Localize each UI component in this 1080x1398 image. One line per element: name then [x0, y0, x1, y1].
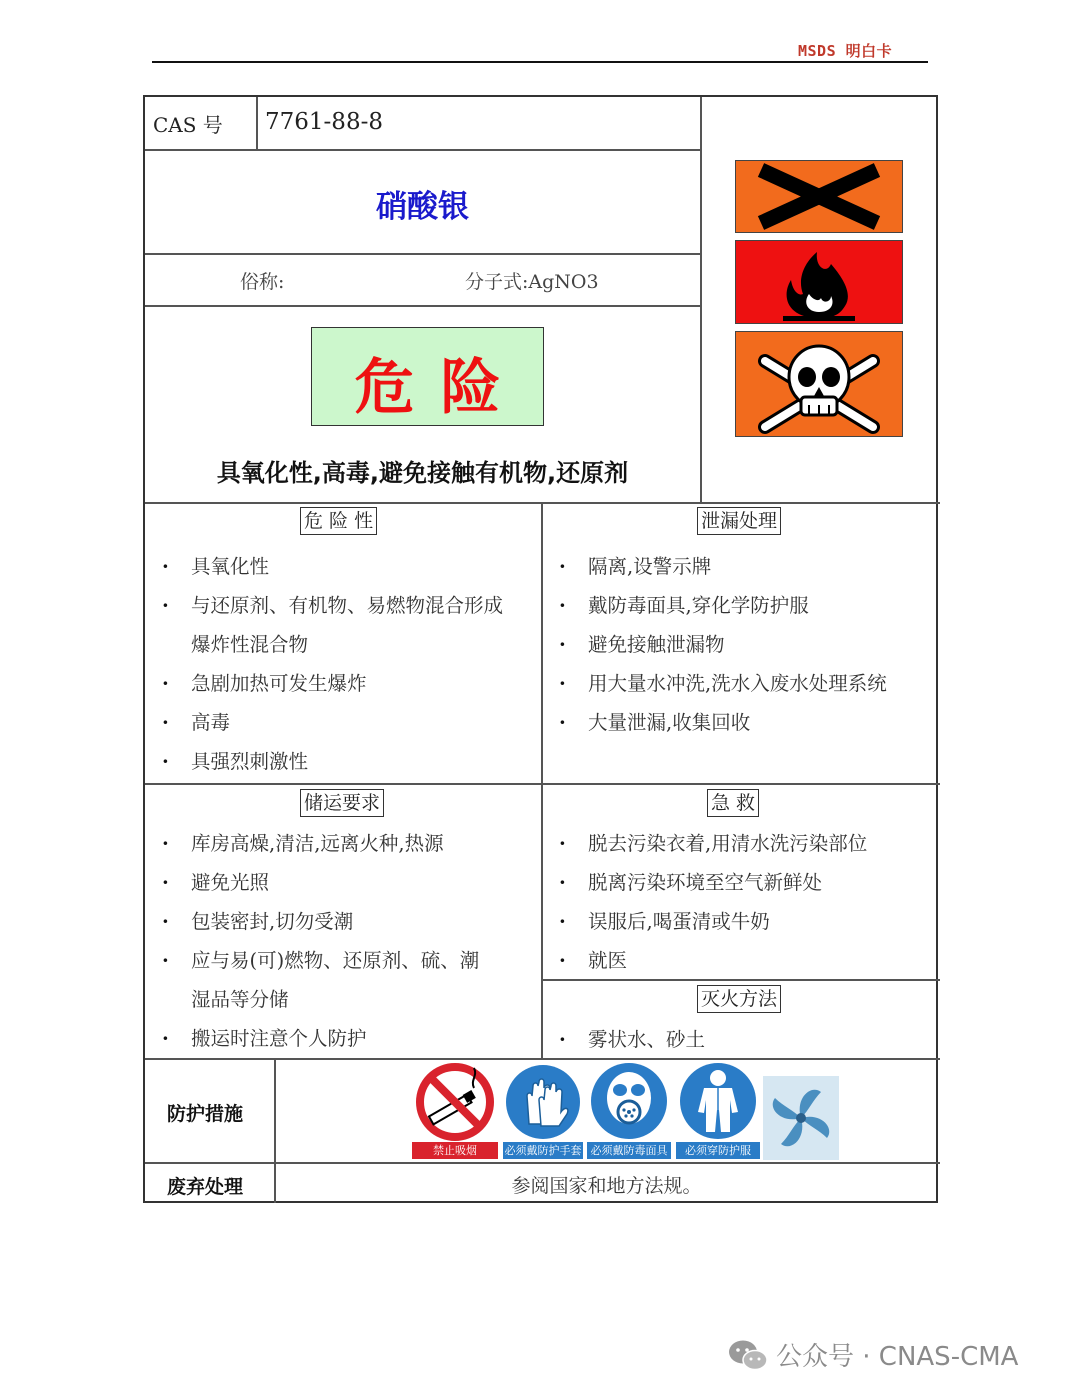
protective-suit-icon	[676, 1060, 760, 1142]
divider	[145, 305, 700, 307]
hazard-summary: 具氧化性,高毒,避免接触有机物,还原剂	[216, 459, 629, 487]
list-item	[145, 703, 503, 742]
list-item-text: 湿品等分储	[191, 988, 289, 1011]
list-item-text: · 避免光照	[191, 871, 270, 894]
chemical-name: 硝酸银	[376, 189, 469, 225]
list-item	[542, 625, 887, 664]
wechat-icon	[728, 1338, 768, 1372]
gloves-icon	[503, 1062, 583, 1142]
gas-mask-label: 必须戴防毒面具	[587, 1142, 671, 1159]
molecular-formula: 分子式:AgNO3	[465, 271, 599, 293]
msds-header-label: MSDS 明白卡	[798, 42, 893, 60]
fire-fighting-list	[542, 1020, 705, 1059]
list-item	[542, 863, 867, 902]
list-item-text: · 避免接触泄漏物	[588, 633, 725, 656]
toxic-skull-icon	[735, 331, 903, 437]
list-item-text: · 具氧化性	[191, 555, 270, 578]
list-item-text: · 与还原剂、有机物、易燃物混合形成	[191, 594, 504, 617]
list-item-text: · 脱离污染环境至空气新鲜处	[588, 871, 823, 894]
list-item-text: 爆炸性混合物	[191, 633, 309, 656]
storage-list	[145, 824, 479, 1058]
first-aid-list	[542, 824, 867, 980]
list-item	[145, 586, 503, 664]
divider	[145, 149, 700, 151]
leak-handling-list	[542, 547, 887, 742]
list-item	[145, 1019, 479, 1058]
list-item-text: · 误服后,喝蛋清或牛奶	[588, 910, 770, 933]
list-item	[542, 941, 867, 980]
danger-signal-word: 危险	[354, 353, 527, 423]
first-aid-section-title: 急 救	[707, 789, 759, 817]
list-item-text: · 隔离,设警示牌	[588, 555, 712, 578]
list-item	[542, 1020, 705, 1059]
no-smoking-icon	[412, 1062, 498, 1142]
list-item-text: · 具强烈刺激性	[191, 750, 309, 773]
list-item-text: · 包装密封,切勿受潮	[191, 910, 354, 933]
list-item	[145, 824, 479, 863]
disposal-text: 参阅国家和地方法规。	[511, 1175, 702, 1197]
divider	[145, 502, 940, 504]
protective-suit-label: 必须穿防护服	[676, 1142, 760, 1159]
watermark-text: 公众号 · CNAS-CMA	[776, 1342, 1019, 1372]
cas-label: CAS 号	[153, 113, 223, 137]
divider	[145, 253, 700, 255]
watermark	[728, 1336, 1018, 1373]
ventilation-icon	[763, 1076, 839, 1160]
flammable-flame-icon	[735, 240, 903, 324]
header-rule	[152, 61, 928, 63]
fire-section-title: 灭火方法	[697, 985, 781, 1013]
list-item	[542, 547, 887, 586]
no-smoking-label: 禁止吸烟	[412, 1142, 498, 1159]
hazards-list	[145, 547, 503, 781]
list-item	[542, 664, 887, 703]
protection-label: 防护措施	[167, 1103, 244, 1125]
harmful-x-icon	[735, 160, 903, 233]
list-item	[145, 902, 479, 941]
list-item-text: · 应与易(可)燃物、还原剂、硫、潮	[191, 949, 480, 972]
disposal-label: 废弃处理	[167, 1176, 244, 1198]
gas-mask-icon	[587, 1060, 671, 1142]
list-item-text: · 雾状水、砂土	[588, 1028, 706, 1051]
list-item-text: · 急剧加热可发生爆炸	[191, 672, 367, 695]
msds-card	[143, 95, 938, 1203]
list-item	[542, 902, 867, 941]
list-item-text: · 脱去污染衣着,用清水洗污染部位	[588, 832, 868, 855]
list-item	[542, 824, 867, 863]
divider	[145, 1162, 940, 1164]
cas-number: 7761-88-8	[265, 109, 383, 135]
divider	[700, 97, 702, 502]
leak-section-title: 泄漏处理	[697, 507, 781, 535]
danger-signal-box	[311, 327, 544, 426]
common-name-label: 俗称:	[240, 271, 285, 293]
divider	[145, 783, 940, 785]
list-item-text: · 大量泄漏,收集回收	[588, 711, 751, 734]
list-item-text: · 搬运时注意个人防护	[191, 1027, 367, 1050]
list-item	[145, 664, 503, 703]
list-item-text: · 戴防毒面具,穿化学防护服	[588, 594, 809, 617]
list-item-text: · 高毒	[191, 711, 231, 734]
divider	[256, 97, 258, 149]
list-item	[145, 547, 503, 586]
list-item-text: · 库房高燥,清洁,远离火种,热源	[191, 832, 444, 855]
storage-section-title: 储运要求	[300, 789, 384, 817]
list-item	[145, 742, 503, 781]
list-item	[145, 941, 479, 1019]
list-item-text: · 用大量水冲洗,洗水入废水处理系统	[588, 672, 887, 695]
list-item-text: · 就医	[588, 949, 628, 972]
list-item	[542, 586, 887, 625]
hazards-section-title: 危 险 性	[300, 507, 377, 535]
gloves-label: 必须戴防护手套	[504, 1144, 582, 1157]
list-item	[542, 703, 887, 742]
list-item	[145, 863, 479, 902]
